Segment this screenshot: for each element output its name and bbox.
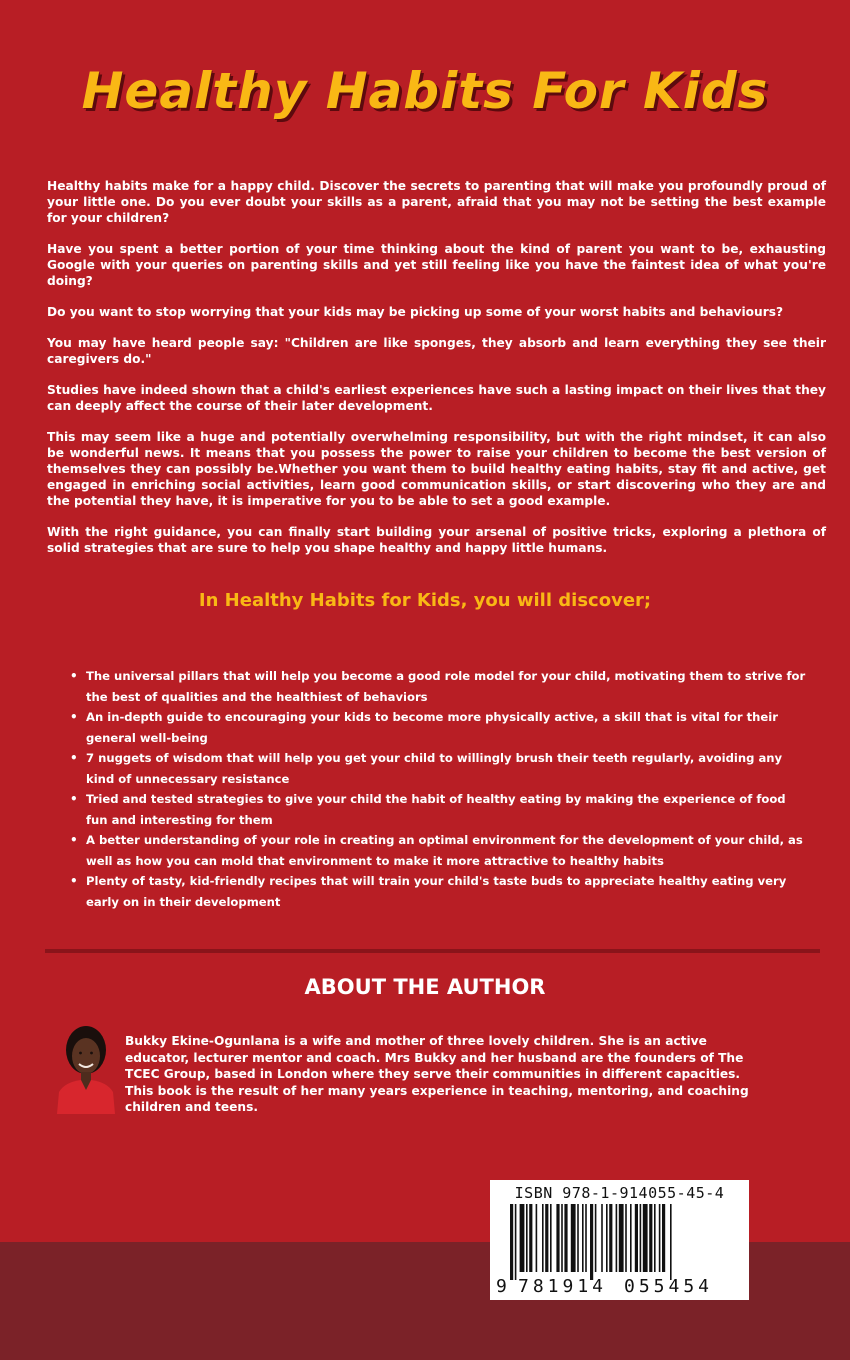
intro-paragraph: This may seem like a huge and potentially overwhelming responsibility, but with the right mindset, it can also be wonderful news. It means that you possess the power to raise your children to become the best version of themselves they can possibly be.Whether you want them to build healthy eating habits, stay fit and active, get engaged in enriching social activities, learn good communication skills, or start discovering who they are and the potential they have, it is imperative for you to be able to set a good example. — [47, 430, 826, 508]
author-photo — [55, 1022, 117, 1114]
barcode-first-digit: 9 — [496, 1276, 507, 1297]
intro-paragraph: With the right guidance, you can finally start building your arsenal of positive tricks, exploring a plethora of solid strategies that are sure to help you shape healthy and happy little humans. — [47, 525, 826, 555]
discover-list-item: • Tried and tested strategies to give your child the habit of healthy eating by making the experience of food fun and interesting for them — [70, 789, 810, 830]
intro-paragraph: Have you spent a better portion of your time thinking about the kind of parent you want to be, exhausting Google with your queries on parenting skills and yet still feeling like you have the faintest idea of what you're doing? — [47, 242, 826, 288]
intro-text — [47, 178, 826, 571]
isbn-label: ISBN 978-1-914055-45-4 — [514, 1184, 725, 1202]
discover-list-item: • Plenty of tasty, kid-friendly recipes that will train your child's taste buds to appreciate healthy eating very early on in their development — [70, 871, 810, 912]
author-bio: Bukky Ekine-Ogunlana is a wife and mother of three lovely children. She is an active educator, lecturer mentor and coach. Mrs Bukky and her husband are the founders of The TCEC Group, based in London where they serve their communities in different capacities. This book is the result of her many years experience in teaching, mentoring, and coaching children and teens. — [125, 1034, 749, 1114]
discover-list-item: • 7 nuggets of wisdom that will help you get your child to willingly brush their teeth regularly, avoiding any kind of unnecessary resistance — [70, 748, 810, 789]
discover-list — [70, 666, 810, 912]
discover-list-item: • An in-depth guide to encouraging your kids to become more physically active, a skill that is vital for their general well-being — [70, 707, 810, 748]
intro-paragraph: Studies have indeed shown that a child's earliest experiences have such a lasting impact on their lives that they can deeply affect the course of their later development. — [47, 383, 826, 413]
barcode-left-group: 781914 — [518, 1276, 608, 1297]
intro-paragraph: Healthy habits make for a happy child. Discover the secrets to parenting that will make you profoundly proud of your little one. Do you ever doubt your skills as a parent, afraid that you may not be setting the best example for your children? — [47, 179, 826, 225]
discover-list-item: • The universal pillars that will help you become a good role model for your child, motivating them to strive for the best of qualities and the healthiest of behaviors — [70, 666, 810, 707]
discover-list-item: • A better understanding of your role in creating an optimal environment for the development of your child, as well as how you can mold that environment to make it more attractive to healthy habits — [70, 830, 810, 871]
barcode-right-group: 055454 — [624, 1276, 714, 1297]
about-author-heading: ABOUT THE AUTHOR — [304, 975, 546, 999]
book-title: Healthy Habits For Kids — [81, 62, 769, 120]
discover-heading: In Healthy Habits for Kids, you will discover; — [198, 590, 652, 611]
barcode-bars — [508, 1204, 734, 1280]
intro-paragraph: Do you want to stop worrying that your kids may be picking up some of your worst habits and behaviours? — [47, 305, 784, 319]
intro-paragraph: You may have heard people say: "Children are like sponges, they absorb and learn everything they see their caregivers do." — [47, 336, 826, 366]
section-divider — [45, 949, 820, 953]
isbn-barcode — [490, 1180, 749, 1300]
